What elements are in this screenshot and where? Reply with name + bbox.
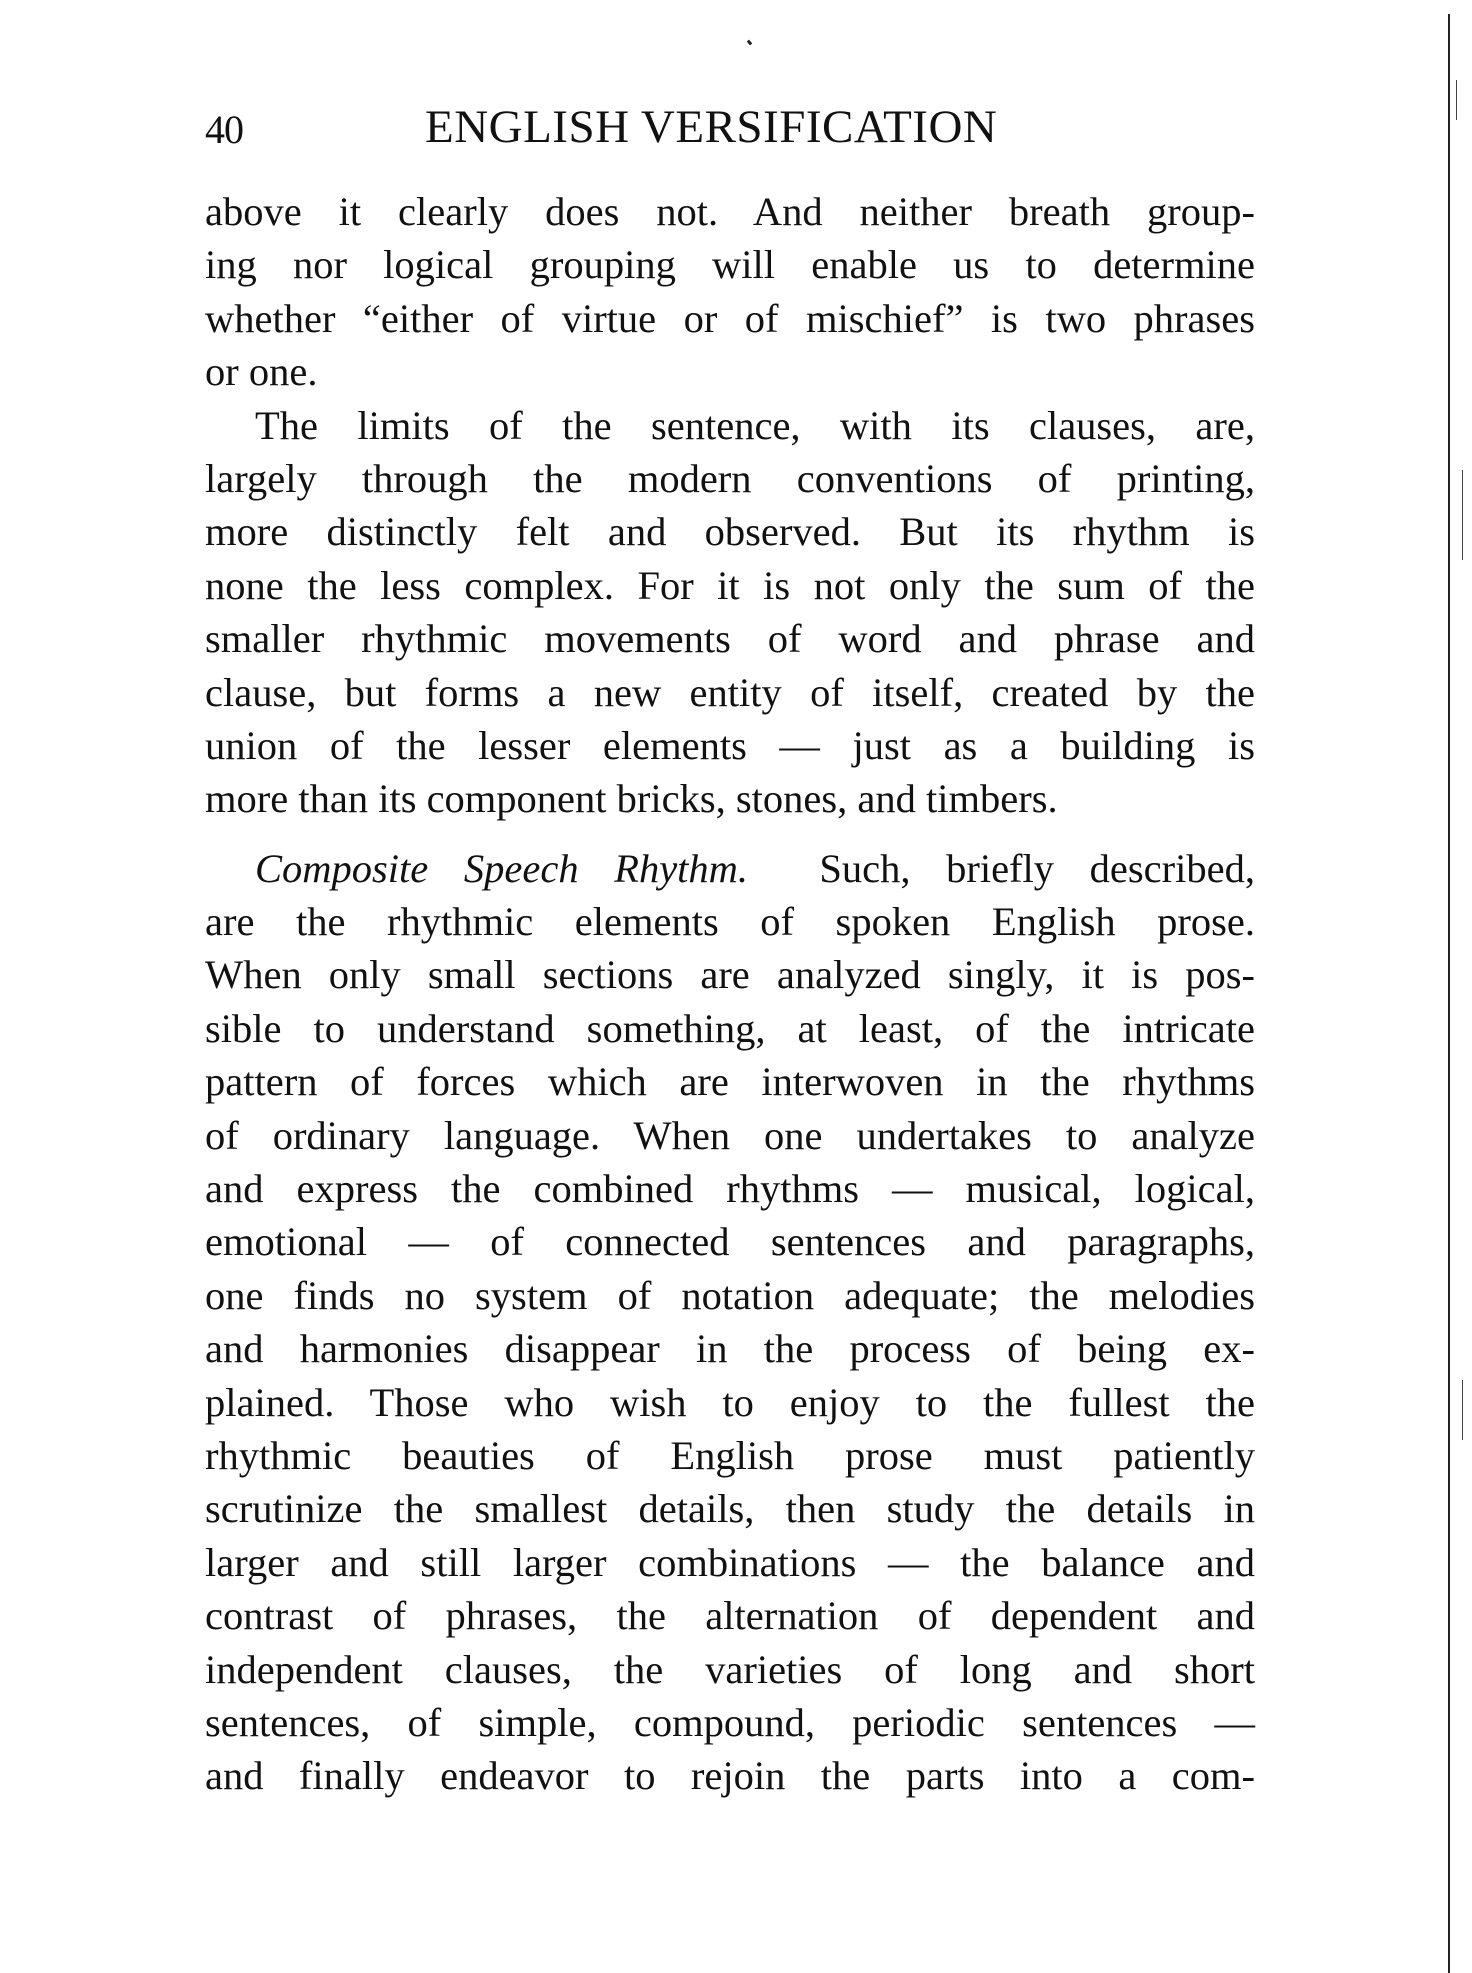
paragraph-1 [205, 185, 1255, 399]
text-line: and finally endeavor to rejoin the parts into a com- [205, 1753, 1255, 1799]
text-line: scrutinize the smallest details, then study the details in [205, 1486, 1255, 1532]
running-title: ENGLISH VERSIFICATION [425, 101, 998, 153]
text-line: rhythmic beauties of English prose must patiently [205, 1432, 1255, 1478]
text-line: and express the combined rhythms — musical, logical, [205, 1166, 1255, 1212]
text-line: union of the lesser elements — just as a building is [205, 722, 1255, 768]
text-line: larger and still larger combinations — the balance and [205, 1539, 1255, 1585]
text-line: plained. Those who wish to enjoy to the fullest the [205, 1379, 1255, 1425]
text-line: sentences, of simple, compound, periodic sentences — [205, 1699, 1255, 1745]
running-head [205, 100, 1255, 160]
text-line: sible to understand something, at least, of the intricate [205, 1005, 1255, 1051]
text-line: clause, but forms a new entity of itself, created by the [205, 669, 1255, 715]
text-line: independent clauses, the varieties of long and short [205, 1646, 1255, 1692]
scan-artifact [1456, 80, 1457, 120]
text-line: and harmonies disappear in the process of being ex- [205, 1326, 1255, 1372]
text-line: largely through the modern conventions of printing, [205, 455, 1255, 501]
section-gap [205, 826, 1255, 842]
text-line: are the rhythmic elements of spoken English prose. [205, 899, 1255, 945]
scan-artifact [1462, 470, 1463, 560]
text-line: or one. [205, 349, 318, 395]
text-line: pattern of forces which are interwoven in the rhythms [205, 1059, 1255, 1105]
text-line: one finds no system of notation adequate; the melodies [205, 1272, 1255, 1318]
text-line: contrast of phrases, the alternation of dependent and [205, 1593, 1255, 1639]
scan-artifact [1462, 1380, 1463, 1440]
text-line: When only small sections are analyzed singly, it is pos- [205, 952, 1255, 998]
text-run: Such, briefly described, [819, 845, 1255, 891]
text-line: emotional — of connected sentences and paragraphs, [205, 1219, 1255, 1265]
body-text [205, 185, 1255, 1803]
paragraph-2 [205, 399, 1255, 826]
text-line: The limits of the sentence, with its clauses, are, [255, 402, 1255, 448]
page-edge-line [1448, 14, 1450, 1973]
text-line: of ordinary language. When one undertakes to analyze [205, 1112, 1255, 1158]
text-line: more than its component bricks, stones, and timbers. [205, 776, 1058, 822]
text-line: more distinctly felt and observed. But its rhythm is [205, 509, 1255, 555]
text-line: smaller rhythmic movements of word and phrase and [205, 616, 1255, 662]
paragraph-3 [205, 842, 1255, 1803]
text-line: whether “either of virtue or of mischief” is two phrases [205, 295, 1255, 341]
text-line: ing nor logical grouping will enable us to determine [205, 242, 1255, 288]
page-number: 40 [205, 107, 243, 152]
text-line: above it clearly does not. And neither breath group- [205, 189, 1255, 234]
text-line [205, 842, 1255, 895]
section-heading: Composite Speech Rhythm. [255, 845, 749, 891]
scan-mark [747, 40, 753, 46]
text-line: none the less complex. For it is not only the sum of the [205, 562, 1255, 608]
